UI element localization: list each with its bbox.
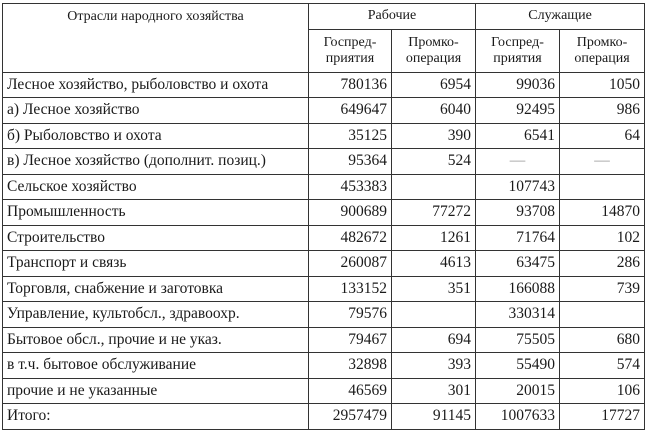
row-label: Сельское хозяйство bbox=[3, 174, 309, 200]
value-cell: 64 bbox=[560, 123, 645, 149]
row-label: Торговля, снабжение и заготовка bbox=[3, 276, 309, 302]
value-cell: 780136 bbox=[309, 72, 392, 98]
table-row bbox=[3, 353, 645, 379]
value-cell: 107743 bbox=[476, 174, 560, 200]
value-cell: — bbox=[560, 149, 645, 175]
value-cell: 680 bbox=[560, 327, 645, 353]
value-cell: 482672 bbox=[309, 225, 392, 251]
value-cell: 6954 bbox=[392, 72, 476, 98]
value-cell bbox=[560, 174, 645, 200]
table-header bbox=[3, 4, 645, 73]
value-cell: 351 bbox=[392, 276, 476, 302]
value-cell: 93708 bbox=[476, 200, 560, 226]
table-row bbox=[3, 251, 645, 277]
table-body bbox=[3, 72, 645, 429]
value-cell: 106 bbox=[560, 378, 645, 404]
employees-cooperation-header: Промко-операция bbox=[560, 29, 645, 72]
table-row bbox=[3, 149, 645, 175]
header-row-groups bbox=[3, 4, 645, 30]
value-cell: 739 bbox=[560, 276, 645, 302]
row-label: Управление, культобсл., здравоохр. bbox=[3, 302, 309, 328]
value-cell: 390 bbox=[392, 123, 476, 149]
row-label: Лесное хозяйство, рыболовство и охота bbox=[3, 72, 309, 98]
value-cell: 46569 bbox=[309, 378, 392, 404]
value-cell: 4613 bbox=[392, 251, 476, 277]
row-label: б) Рыболовство и охота bbox=[3, 123, 309, 149]
table-row bbox=[3, 123, 645, 149]
workers-group-header: Рабочие bbox=[309, 4, 476, 30]
value-cell: 900689 bbox=[309, 200, 392, 226]
value-cell: 166088 bbox=[476, 276, 560, 302]
value-cell: 77272 bbox=[392, 200, 476, 226]
value-cell: 133152 bbox=[309, 276, 392, 302]
row-label: прочие и не указанные bbox=[3, 378, 309, 404]
value-cell: 330314 bbox=[476, 302, 560, 328]
table-row bbox=[3, 378, 645, 404]
employees-state-enterprises-header: Госпред-приятия bbox=[476, 29, 560, 72]
value-cell: 35125 bbox=[309, 123, 392, 149]
value-cell: 75505 bbox=[476, 327, 560, 353]
sector-column-header: Отрасли народного хозяйства bbox=[3, 4, 309, 73]
value-cell: 14870 bbox=[560, 200, 645, 226]
table-row bbox=[3, 276, 645, 302]
value-cell: 92495 bbox=[476, 98, 560, 124]
employment-table bbox=[2, 3, 645, 430]
row-label: Промышленность bbox=[3, 200, 309, 226]
row-label: а) Лесное хозяйство bbox=[3, 98, 309, 124]
row-label: Транспорт и связь bbox=[3, 251, 309, 277]
row-label: Итого: bbox=[3, 404, 309, 430]
value-cell: 1261 bbox=[392, 225, 476, 251]
value-cell: 102 bbox=[560, 225, 645, 251]
value-cell: 694 bbox=[392, 327, 476, 353]
row-label: в т.ч. бытовое обслуживание bbox=[3, 353, 309, 379]
value-cell bbox=[560, 302, 645, 328]
row-label: Бытовое обсл., прочие и не указ. bbox=[3, 327, 309, 353]
row-label: Строительство bbox=[3, 225, 309, 251]
value-cell: 260087 bbox=[309, 251, 392, 277]
value-cell: 1050 bbox=[560, 72, 645, 98]
workers-cooperation-header: Промко-операция bbox=[392, 29, 476, 72]
value-cell: 95364 bbox=[309, 149, 392, 175]
value-cell: 79576 bbox=[309, 302, 392, 328]
table-row bbox=[3, 174, 645, 200]
value-cell: 524 bbox=[392, 149, 476, 175]
value-cell: 286 bbox=[560, 251, 645, 277]
value-cell: 6040 bbox=[392, 98, 476, 124]
value-cell: — bbox=[476, 149, 560, 175]
value-cell: 91145 bbox=[392, 404, 476, 430]
value-cell: 2957479 bbox=[309, 404, 392, 430]
table-row bbox=[3, 404, 645, 430]
value-cell: 649647 bbox=[309, 98, 392, 124]
value-cell: 17727 bbox=[560, 404, 645, 430]
value-cell: 20015 bbox=[476, 378, 560, 404]
table-row bbox=[3, 302, 645, 328]
value-cell: 55490 bbox=[476, 353, 560, 379]
value-cell: 99036 bbox=[476, 72, 560, 98]
value-cell: 71764 bbox=[476, 225, 560, 251]
table-row bbox=[3, 200, 645, 226]
value-cell bbox=[392, 174, 476, 200]
table-row bbox=[3, 225, 645, 251]
table-row bbox=[3, 72, 645, 98]
workers-state-enterprises-header: Госпред-приятия bbox=[309, 29, 392, 72]
value-cell: 79467 bbox=[309, 327, 392, 353]
value-cell: 301 bbox=[392, 378, 476, 404]
row-label: в) Лесное хозяйство (дополнит. позиц.) bbox=[3, 149, 309, 175]
value-cell: 986 bbox=[560, 98, 645, 124]
value-cell: 453383 bbox=[309, 174, 392, 200]
value-cell: 6541 bbox=[476, 123, 560, 149]
table-row bbox=[3, 327, 645, 353]
value-cell: 63475 bbox=[476, 251, 560, 277]
value-cell: 393 bbox=[392, 353, 476, 379]
table-row bbox=[3, 98, 645, 124]
employees-group-header: Служащие bbox=[476, 4, 645, 30]
value-cell: 32898 bbox=[309, 353, 392, 379]
value-cell: 1007633 bbox=[476, 404, 560, 430]
value-cell: 574 bbox=[560, 353, 645, 379]
value-cell bbox=[392, 302, 476, 328]
